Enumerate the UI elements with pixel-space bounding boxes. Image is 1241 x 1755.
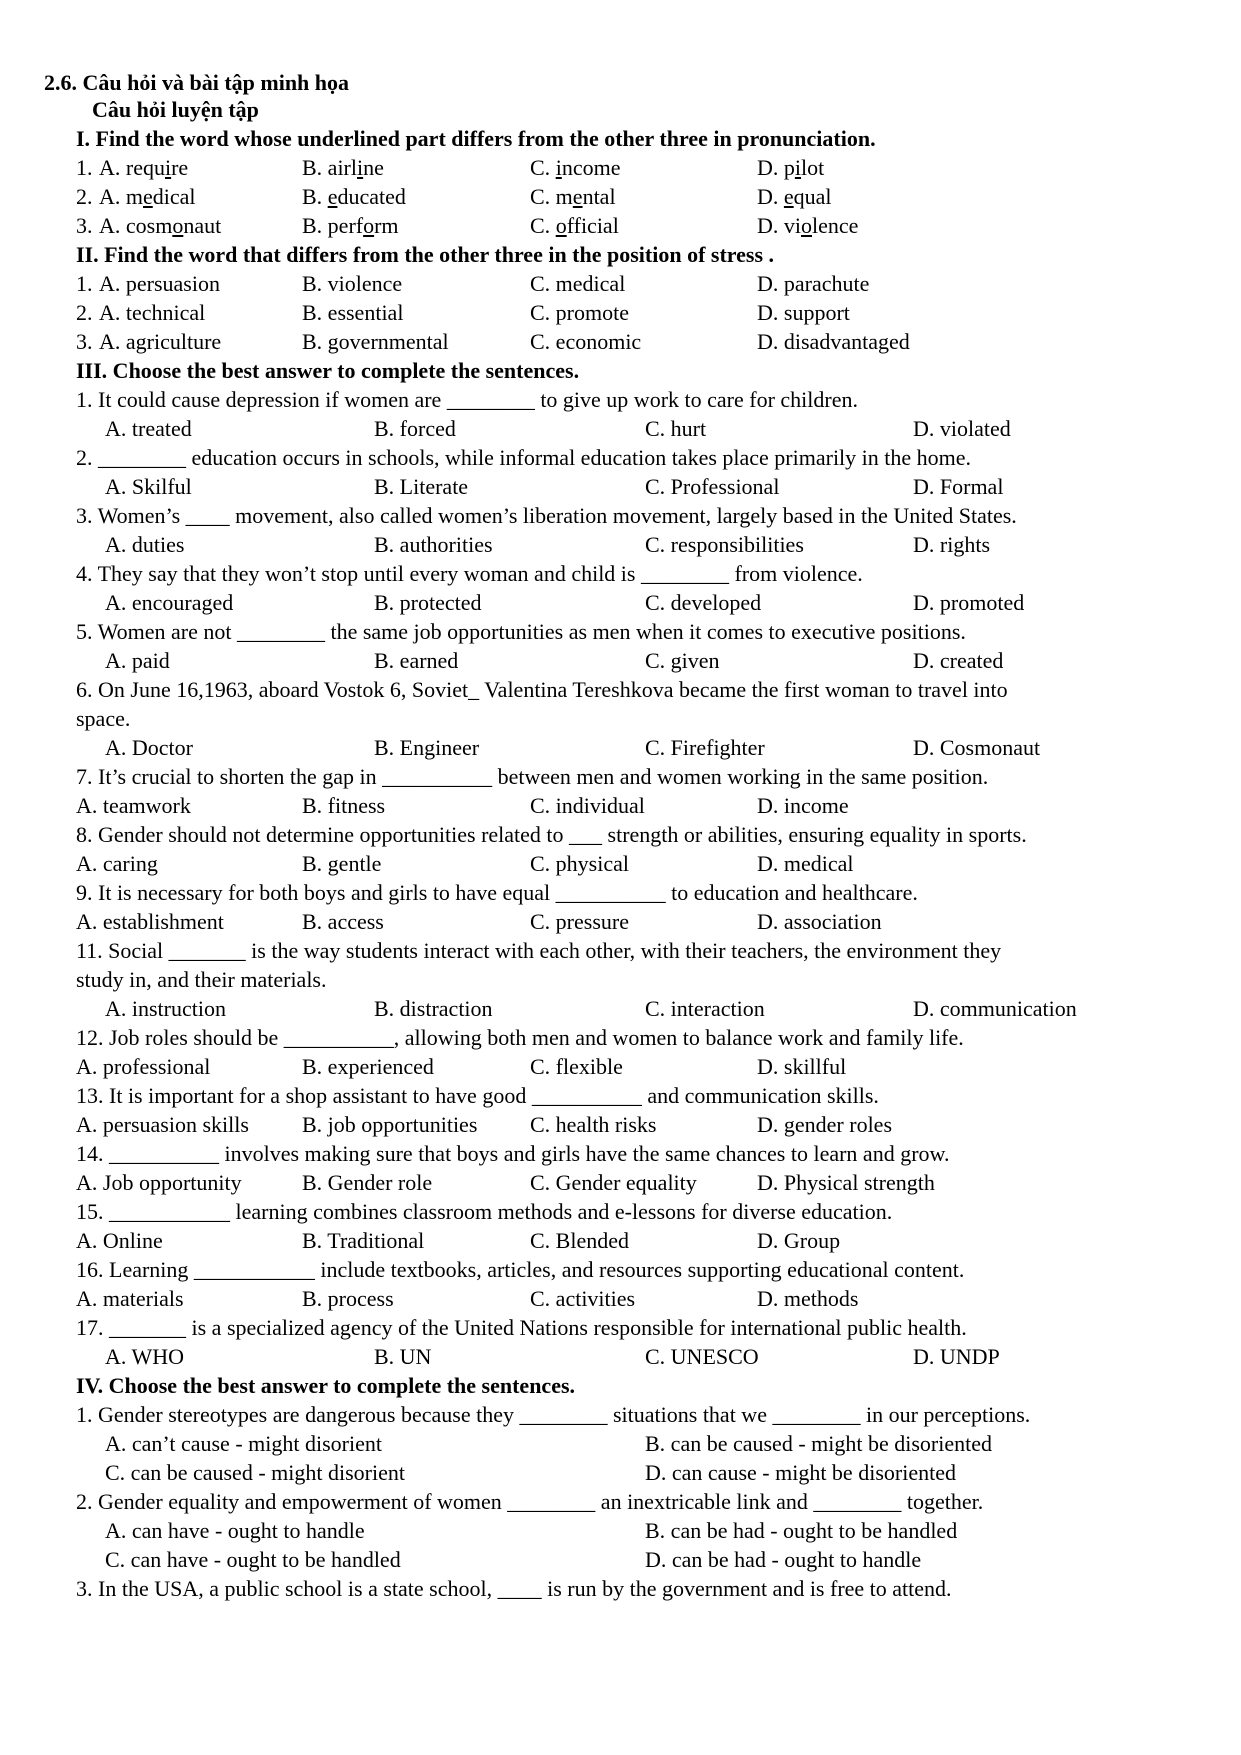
- answer-option: C. can be caused - might disorient: [105, 1460, 405, 1485]
- underlined-letter: e: [783, 184, 794, 209]
- answer-option: D. skillful: [757, 1054, 847, 1079]
- question-text: 14. __________ involves making sure that boys and girls have the same chances to learn and grow.: [76, 1141, 950, 1166]
- question-text: 5. Women are not ________ the same job opportunities as men when it comes to executive positions.: [76, 619, 966, 644]
- answer-option: [530, 182, 616, 211]
- answer-option: D. Group: [757, 1228, 841, 1253]
- part-4-title: IV. Choose the best answer to complete the sentences.: [76, 1373, 576, 1398]
- answer-option: B. gentle: [302, 851, 382, 876]
- answer-option: C. Firefighter: [645, 735, 765, 760]
- question-line: [0, 1197, 1241, 1226]
- answer-option: B. violence: [302, 271, 403, 296]
- answer-option: [99, 182, 196, 211]
- question-line: [0, 1023, 1241, 1052]
- question-line: [0, 1574, 1241, 1603]
- question-number: 1.: [76, 271, 93, 296]
- question-line: [0, 936, 1241, 965]
- option-text: A. requ: [99, 155, 165, 180]
- option-text: C.: [530, 213, 556, 238]
- answer-option: A. Job opportunity: [76, 1170, 242, 1195]
- options-row: [0, 588, 1241, 617]
- options-row: [0, 849, 1241, 878]
- underlined-letter: i: [164, 155, 172, 180]
- underlined-letter: e: [572, 184, 583, 209]
- question-text: study in, and their materials.: [76, 967, 327, 992]
- options-row: [0, 1226, 1241, 1255]
- option-text: ncome: [561, 155, 621, 180]
- answer-option: D. methods: [757, 1286, 859, 1311]
- options-row: [0, 994, 1241, 1023]
- answer-option: D. parachute: [757, 271, 870, 296]
- part-3-title: III. Choose the best answer to complete the sentences.: [76, 358, 580, 383]
- question-text: 7. It’s crucial to shorten the gap in __________ between men and women working in the same position.: [76, 764, 989, 789]
- options-row: [0, 791, 1241, 820]
- answer-option: [302, 182, 406, 211]
- answer-option: D. created: [913, 648, 1004, 673]
- options-row: [0, 1429, 1241, 1458]
- underlined-letter: i: [555, 155, 562, 180]
- answer-option: D. disadvantaged: [757, 329, 910, 354]
- question-number: 2.: [76, 184, 93, 209]
- option-text: lence: [812, 213, 859, 238]
- option-text: D. p: [757, 155, 795, 180]
- part-1-title: I. Find the word whose underlined part differs from the other three in pronunciation.: [76, 126, 876, 151]
- options-row: [0, 1516, 1241, 1545]
- answer-option: C. medical: [530, 271, 626, 296]
- answer-option: C. interaction: [645, 996, 765, 1021]
- answer-option: A. encouraged: [105, 590, 234, 615]
- answer-option: [99, 211, 221, 240]
- question-number: 1.: [76, 155, 93, 180]
- answer-option: C. physical: [530, 851, 629, 876]
- part-1-title-line: [0, 124, 1241, 153]
- underlined-letter: e: [327, 184, 338, 209]
- question-line: [0, 617, 1241, 646]
- option-text: qual: [793, 184, 832, 209]
- answer-option: D. support: [757, 300, 850, 325]
- question-line: [0, 385, 1241, 414]
- answer-option: [530, 153, 620, 182]
- answer-option: D. gender roles: [757, 1112, 893, 1137]
- question-text: 3. Women’s ____ movement, also called women’s liberation movement, largely based in the United States.: [76, 503, 1017, 528]
- answer-option: D. income: [757, 793, 849, 818]
- answer-option: D. promoted: [913, 590, 1025, 615]
- answer-option: C. Gender equality: [530, 1170, 697, 1195]
- answer-option: A. Skilful: [105, 474, 192, 499]
- question-line: [0, 965, 1241, 994]
- option-text: C. m: [530, 184, 573, 209]
- question-line: [0, 704, 1241, 733]
- options-row: [0, 1342, 1241, 1371]
- answer-option: C. flexible: [530, 1054, 623, 1079]
- question-text: 8. Gender should not determine opportunities related to ___ strength or abilities, ensuring equality in sports.: [76, 822, 1027, 847]
- options-row: [0, 1545, 1241, 1574]
- question-text: 13. It is important for a shop assistant to have good __________ and communication skills.: [76, 1083, 879, 1108]
- option-text: A. cosm: [99, 213, 173, 238]
- question-text: 15. ___________ learning combines classroom methods and e-lessons for diverse education.: [76, 1199, 893, 1224]
- underlined-letter: o: [801, 213, 812, 238]
- answer-option: C. activities: [530, 1286, 636, 1311]
- answer-option: D. Formal: [913, 474, 1004, 499]
- answer-option: A. persuasion: [99, 271, 220, 296]
- underlined-letter: o: [363, 213, 375, 238]
- subtitle-line: [0, 95, 1241, 124]
- option-text: naut: [183, 213, 222, 238]
- question-text: 1. Gender stereotypes are dangerous because they ________ situations that we ________ in our perceptions.: [76, 1402, 1031, 1427]
- answer-option: A. duties: [105, 532, 185, 557]
- option-text: D.: [757, 184, 784, 209]
- answer-option: A. can have - ought to handle: [105, 1518, 365, 1543]
- answer-option: A. caring: [76, 851, 158, 876]
- answer-option: C. hurt: [645, 416, 707, 441]
- option-text: lot: [801, 155, 825, 180]
- underlined-letter: i: [794, 155, 802, 180]
- options-row: [0, 414, 1241, 443]
- answer-option: D. communication: [913, 996, 1077, 1021]
- answer-option: [302, 153, 384, 182]
- answer-option: C. health risks: [530, 1112, 657, 1137]
- option-text: C.: [530, 155, 556, 180]
- answer-option: D. medical: [757, 851, 854, 876]
- answer-option: B. governmental: [302, 329, 449, 354]
- answer-option: B. access: [302, 909, 384, 934]
- stress-item: [0, 269, 1241, 298]
- options-row: [0, 1110, 1241, 1139]
- question-number: 3.: [76, 329, 93, 354]
- answer-option: B. can be caused - might be disoriented: [645, 1431, 993, 1456]
- answer-option: B. can be had - ought to be handled: [645, 1518, 958, 1543]
- options-row: [0, 1458, 1241, 1487]
- options-row: [0, 1168, 1241, 1197]
- part-2-title-line: [0, 240, 1241, 269]
- answer-option: A. materials: [76, 1286, 184, 1311]
- question-text: 4. They say that they won’t stop until every woman and child is ________ from violence.: [76, 561, 863, 586]
- answer-option: [99, 153, 188, 182]
- answer-option: B. experienced: [302, 1054, 434, 1079]
- answer-option: B. job opportunities: [302, 1112, 478, 1137]
- question-text: 9. It is necessary for both boys and girls to have equal __________ to education and healthcare.: [76, 880, 918, 905]
- section-heading: 2.6. Câu hỏi và bài tập minh họa: [44, 70, 350, 95]
- option-text: re: [171, 155, 189, 180]
- question-text: 1. It could cause depression if women are ________ to give up work to care for children.: [76, 387, 858, 412]
- answer-option: B. fitness: [302, 793, 386, 818]
- answer-option: A. establishment: [76, 909, 224, 934]
- answer-option: [530, 211, 619, 240]
- answer-option: B. UN: [374, 1344, 432, 1369]
- options-row: [0, 1052, 1241, 1081]
- question-line: [0, 501, 1241, 530]
- answer-option: D. UNDP: [913, 1344, 1000, 1369]
- answer-option: B. Engineer: [374, 735, 480, 760]
- question-line: [0, 1081, 1241, 1110]
- answer-option: B. Gender role: [302, 1170, 433, 1195]
- answer-option: A. Online: [76, 1228, 163, 1253]
- answer-option: C. given: [645, 648, 720, 673]
- question-line: [0, 443, 1241, 472]
- question-line: [0, 1139, 1241, 1168]
- answer-option: D. association: [757, 909, 882, 934]
- answer-option: D. can cause - might be disoriented: [645, 1460, 956, 1485]
- answer-option: A. instruction: [105, 996, 226, 1021]
- question-line: [0, 820, 1241, 849]
- answer-option: A. teamwork: [76, 793, 191, 818]
- answer-option: [757, 182, 832, 211]
- question-line: [0, 559, 1241, 588]
- part-4-title-line: [0, 1371, 1241, 1400]
- option-text: ne: [363, 155, 384, 180]
- option-text: fficial: [566, 213, 619, 238]
- answer-option: C. pressure: [530, 909, 629, 934]
- options-row: [0, 646, 1241, 675]
- answer-option: A. persuasion skills: [76, 1112, 249, 1137]
- pronunciation-item: [0, 211, 1241, 240]
- answer-option: A. treated: [105, 416, 192, 441]
- answer-option: C. can have - ought to be handled: [105, 1547, 401, 1572]
- answer-option: B. authorities: [374, 532, 493, 557]
- option-text: D. vi: [757, 213, 801, 238]
- underlined-letter: o: [172, 213, 184, 238]
- question-line: [0, 762, 1241, 791]
- answer-option: [302, 211, 399, 240]
- answer-option: D. rights: [913, 532, 990, 557]
- question-text: 2. ________ education occurs in schools, while informal education takes place primarily in the home.: [76, 445, 972, 470]
- section-heading-line: [0, 68, 1241, 97]
- answer-option: A. paid: [105, 648, 170, 673]
- answer-option: A. can’t cause - might disorient: [105, 1431, 382, 1456]
- answer-option: C. developed: [645, 590, 762, 615]
- answer-option: D. Physical strength: [757, 1170, 935, 1195]
- question-text: 17. _______ is a specialized agency of the United Nations responsible for international public health.: [76, 1315, 967, 1340]
- option-text: dical: [152, 184, 196, 209]
- answer-option: D. can be had - ought to handle: [645, 1547, 922, 1572]
- question-text: 12. Job roles should be __________, allowing both men and women to balance work and family life.: [76, 1025, 964, 1050]
- answer-option: B. distraction: [374, 996, 493, 1021]
- question-text: 16. Learning ___________ include textbooks, articles, and resources supporting educational content.: [76, 1257, 965, 1282]
- question-line: [0, 1255, 1241, 1284]
- answer-option: A. Doctor: [105, 735, 193, 760]
- answer-option: B. essential: [302, 300, 404, 325]
- answer-option: D. Cosmonaut: [913, 735, 1041, 760]
- answer-option: [757, 153, 824, 182]
- option-text: B. airl: [302, 155, 357, 180]
- answer-option: D. violated: [913, 416, 1011, 441]
- question-number: 2.: [76, 300, 93, 325]
- option-text: B. perf: [302, 213, 364, 238]
- answer-option: B. Traditional: [302, 1228, 425, 1253]
- option-text: A. m: [99, 184, 143, 209]
- answer-option: B. process: [302, 1286, 394, 1311]
- answer-option: C. UNESCO: [645, 1344, 759, 1369]
- answer-option: C. individual: [530, 793, 645, 818]
- underlined-letter: o: [555, 213, 567, 238]
- question-text: 3. In the USA, a public school is a state school, ____ is run by the government and is free to attend.: [76, 1576, 952, 1601]
- answer-option: C. Blended: [530, 1228, 629, 1253]
- answer-option: C. responsibilities: [645, 532, 804, 557]
- answer-option: C. Professional: [645, 474, 780, 499]
- part-3-title-line: [0, 356, 1241, 385]
- question-line: [0, 675, 1241, 704]
- part-2-title: II. Find the word that differs from the other three in the position of stress .: [76, 242, 775, 267]
- option-text: rm: [374, 213, 399, 238]
- answer-option: A. agriculture: [99, 329, 222, 354]
- options-row: [0, 530, 1241, 559]
- stress-item: [0, 298, 1241, 327]
- options-row: [0, 907, 1241, 936]
- options-row: [0, 472, 1241, 501]
- question-line: [0, 878, 1241, 907]
- pronunciation-item: [0, 182, 1241, 211]
- answer-option: A. WHO: [105, 1344, 185, 1369]
- question-text: 6. On June 16,1963, aboard Vostok 6, Soviet_ Valentina Tereshkova became the first woman to travel into: [76, 677, 1008, 702]
- option-text: ntal: [582, 184, 616, 209]
- options-row: [0, 733, 1241, 762]
- answer-option: A. professional: [76, 1054, 211, 1079]
- option-text: B.: [302, 184, 328, 209]
- option-text: ducated: [337, 184, 406, 209]
- underlined-letter: i: [357, 155, 364, 180]
- question-text: 11. Social _______ is the way students interact with each other, with their teachers, the environment they: [76, 938, 1002, 963]
- answer-option: B. forced: [374, 416, 456, 441]
- stress-item: [0, 327, 1241, 356]
- question-line: [0, 1400, 1241, 1429]
- underlined-letter: e: [143, 184, 153, 209]
- answer-option: A. technical: [99, 300, 206, 325]
- answer-option: C. economic: [530, 329, 642, 354]
- answer-option: B. earned: [374, 648, 459, 673]
- answer-option: C. promote: [530, 300, 629, 325]
- options-row: [0, 1284, 1241, 1313]
- answer-option: B. protected: [374, 590, 482, 615]
- question-line: [0, 1313, 1241, 1342]
- answer-option: B. Literate: [374, 474, 469, 499]
- question-line: [0, 1487, 1241, 1516]
- pronunciation-item: [0, 153, 1241, 182]
- question-text: 2. Gender equality and empowerment of women ________ an inextricable link and ________ together.: [76, 1489, 984, 1514]
- question-number: 3.: [76, 213, 93, 238]
- question-text: space.: [76, 706, 131, 731]
- practice-subtitle: Câu hỏi luyện tập: [92, 97, 259, 122]
- answer-option: [757, 211, 858, 240]
